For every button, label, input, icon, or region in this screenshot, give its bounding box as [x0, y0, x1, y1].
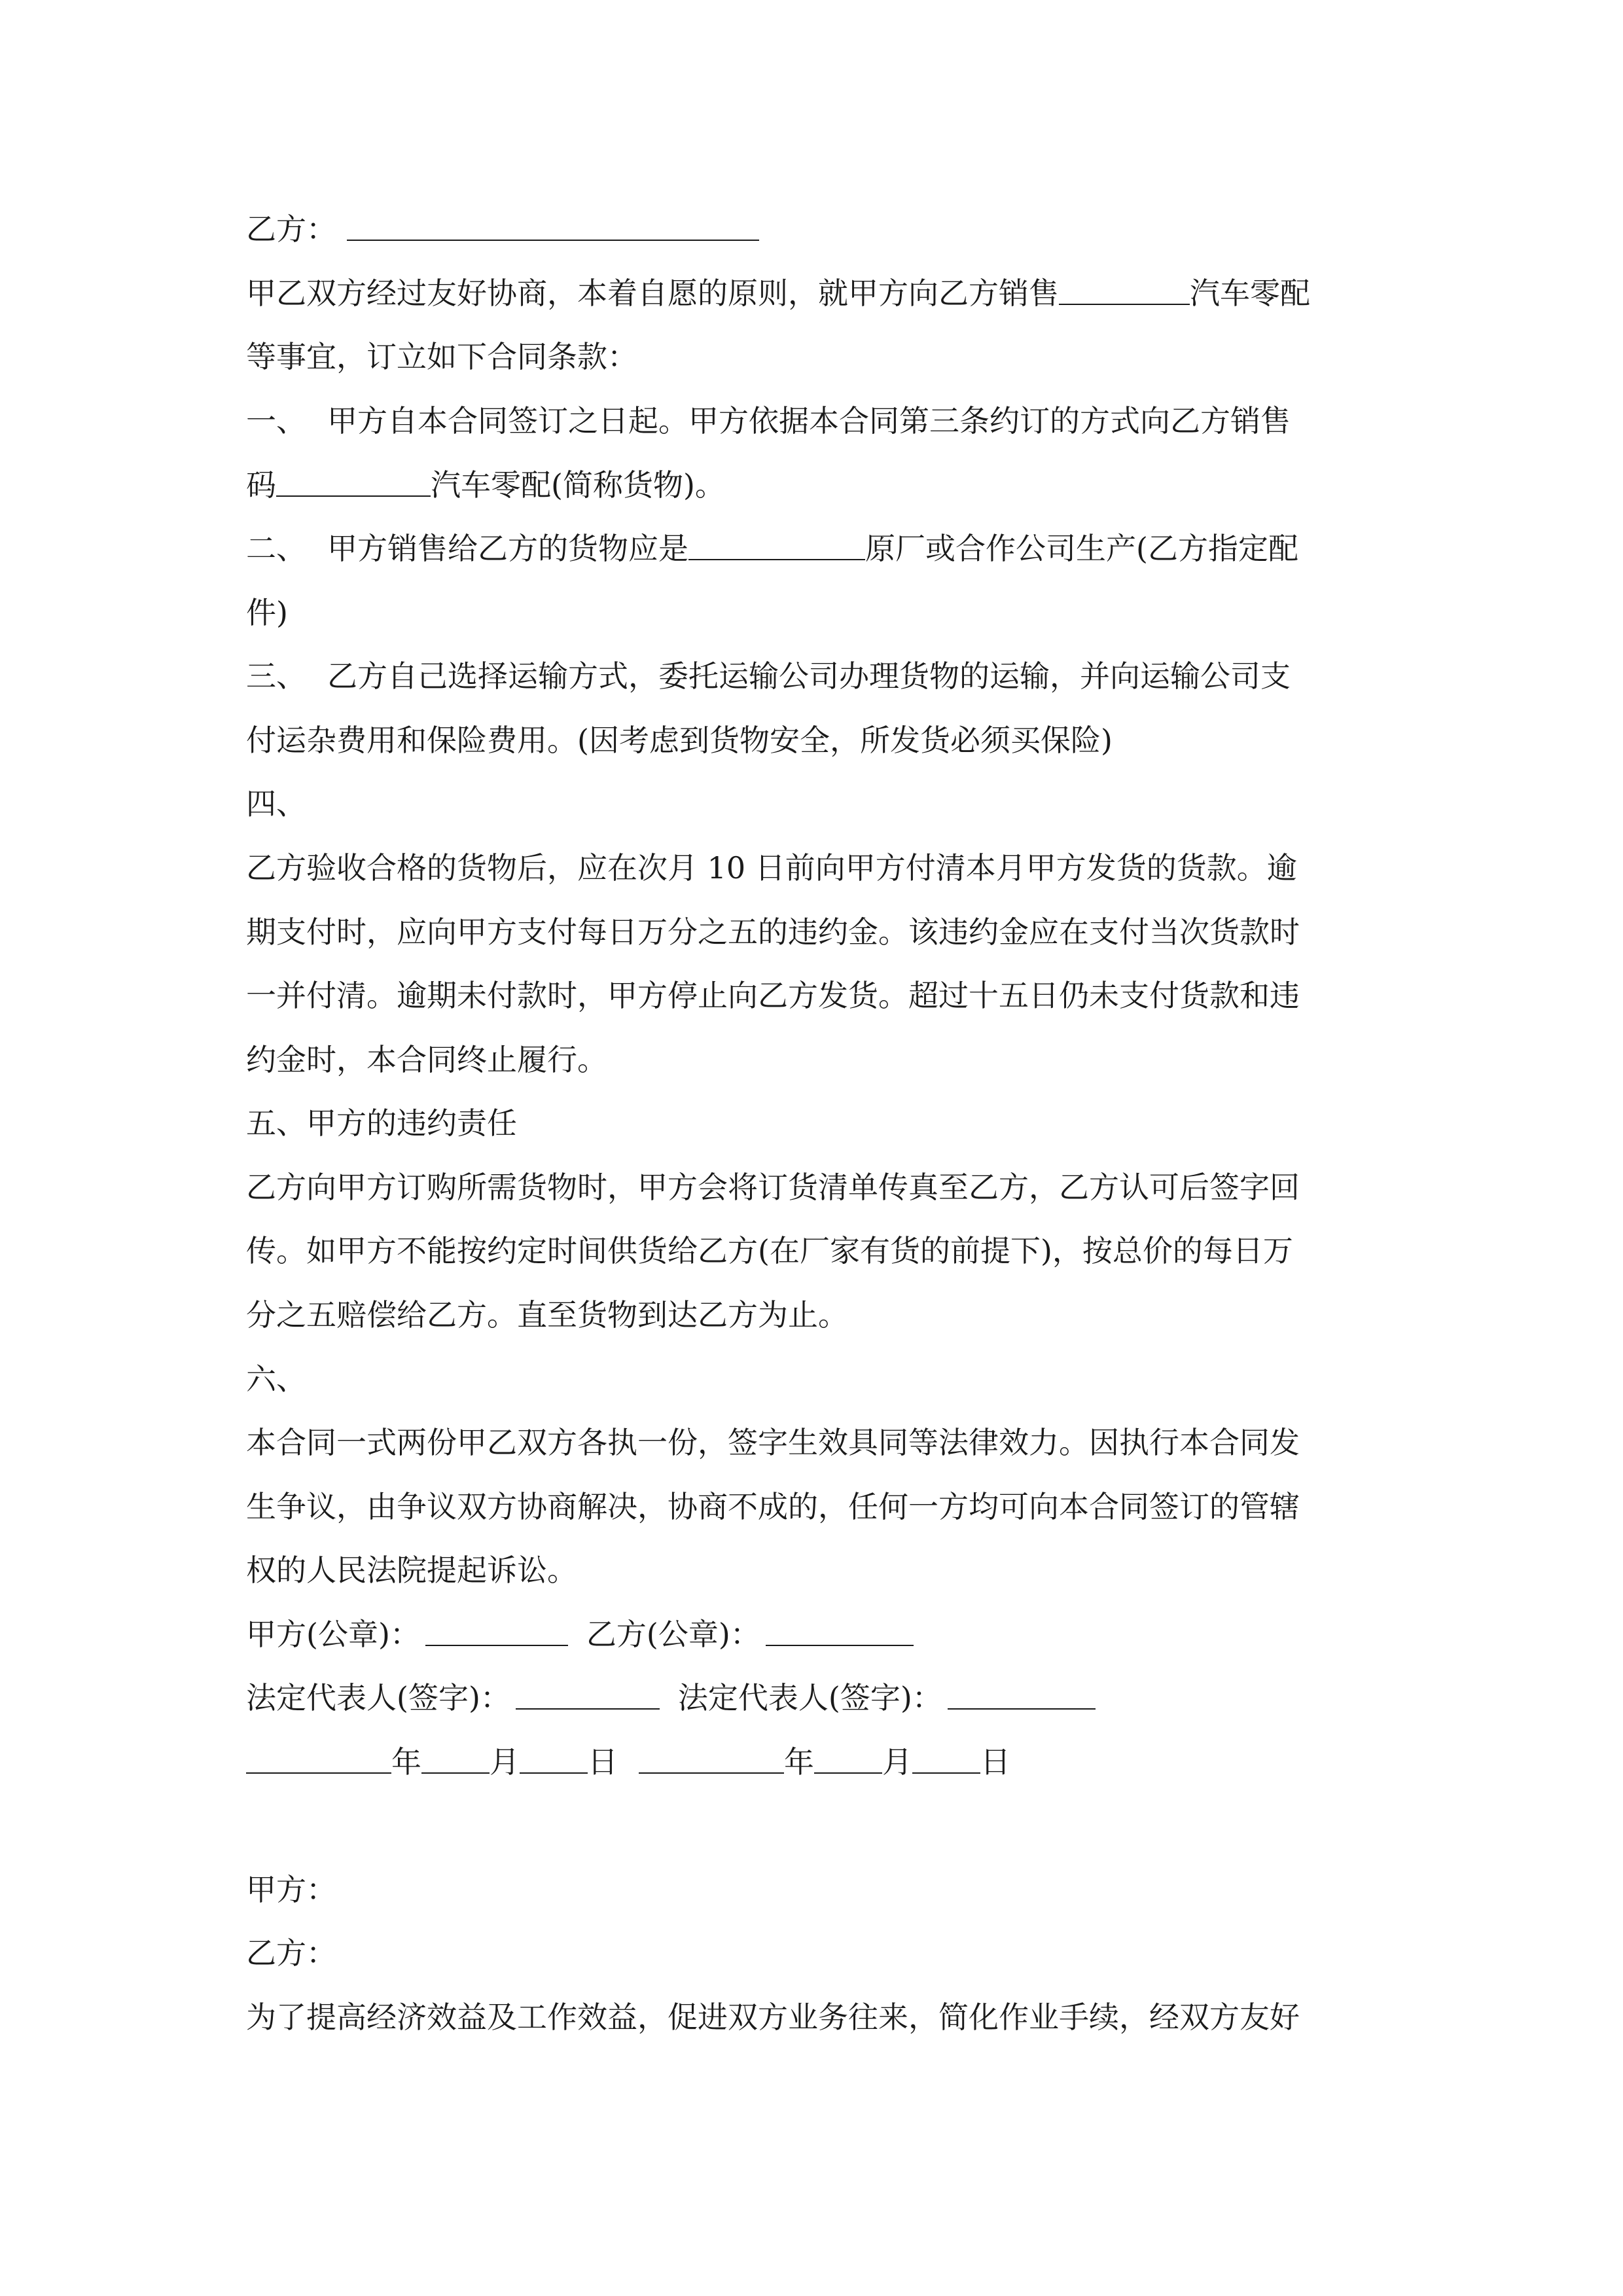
- date-b-day-blank: [912, 1772, 980, 1774]
- clause-3-text-2: 付运杂费用和保险费用。(因考虑到货物安全，所发货必须买保险): [246, 723, 1113, 758]
- date-a-year-blank: [246, 1772, 391, 1774]
- date-a-day-label: 日: [588, 1744, 618, 1780]
- date-a-month-blank: [421, 1772, 490, 1774]
- clause-2-text: 甲方销售给乙方的货物应是: [327, 531, 688, 566]
- seal-party-a-label: 甲方(公章)：: [246, 1617, 420, 1652]
- clause-5-heading: [246, 1092, 1378, 1155]
- clause-5-text-2: 传。如甲方不能按约定时间供货给乙方(在厂家有货的前提下)，按总价的每日万: [246, 1233, 1293, 1268]
- party-b-line: [246, 198, 1378, 261]
- date-a-year-label: 年: [391, 1744, 421, 1780]
- clause-1-line-2: [246, 454, 1378, 517]
- clause-4-line-3: [246, 964, 1378, 1028]
- clause-3-line-2: [246, 709, 1378, 772]
- next-party-a-line: [246, 1858, 1378, 1922]
- code-blank: [276, 495, 431, 497]
- clause-6-line-1: [246, 1411, 1378, 1475]
- clause-6-number: 六、: [246, 1361, 306, 1397]
- party-b-label: 乙方：: [246, 211, 336, 247]
- next-party-a-label: 甲方：: [246, 1872, 336, 1907]
- rep-party-b-label: 法定代表人(签字)：: [677, 1680, 942, 1715]
- seal-party-b-label: 乙方(公章)：: [586, 1617, 760, 1652]
- rep-party-b-blank: [948, 1708, 1096, 1710]
- intro-text: 甲乙双方经过友好协商，本着自愿的原则，就甲方向乙方销售: [246, 276, 1059, 311]
- date-b-day-label: 日: [980, 1744, 1010, 1780]
- clause-4-line-4: [246, 1028, 1378, 1092]
- clause-4-heading: [246, 772, 1378, 836]
- clause-4-line-2: [246, 901, 1378, 964]
- date-b-month-blank: [814, 1772, 882, 1774]
- rep-party-a-label: 法定代表人(签字)：: [246, 1680, 510, 1715]
- clause-2-text-cont: 原厂或合作公司生产(乙方指定配: [865, 531, 1298, 566]
- date-b-year-label: 年: [784, 1744, 814, 1780]
- date-b-year-blank: [639, 1772, 784, 1774]
- clause-6-text-3: 权的人民法院提起诉讼。: [246, 1552, 577, 1588]
- rep-party-a-blank: [516, 1708, 660, 1710]
- clause-4-text-3: 一并付清。逾期未付款时，甲方停止向乙方发货。超过十五日仍未支付货款和违: [246, 978, 1300, 1013]
- intro-line-2: [246, 325, 1378, 389]
- clause-1-line-1: [246, 389, 1378, 453]
- clause-3-text: 乙方自己选择运输方式，委托运输公司办理货物的运输，并向运输公司支: [327, 658, 1291, 694]
- seal-party-b-blank: [766, 1644, 914, 1646]
- clause-6-line-3: [246, 1539, 1378, 1602]
- clause-3-line-1: [246, 645, 1378, 708]
- clause-5-line-1: [246, 1156, 1378, 1219]
- next-party-b-label: 乙方：: [246, 1935, 336, 1971]
- clause-6-heading: [246, 1348, 1378, 1411]
- clause-1-text-2b: 汽车零配(简称货物)。: [431, 467, 725, 503]
- clause-5-title: 五、甲方的违约责任: [246, 1105, 517, 1141]
- clause-5-text-1: 乙方向甲方订购所需货物时，甲方会将订货清单传真至乙方，乙方认可后签字回: [246, 1170, 1300, 1205]
- clause-1-text: 甲方自本合同签订之日起。甲方依据本合同第三条约订的方式向乙方销售: [327, 403, 1291, 439]
- clause-4-text-4: 约金时，本合同终止履行。: [246, 1042, 607, 1077]
- clause-3-number: 三、: [246, 658, 306, 694]
- party-b-blank: [347, 239, 759, 241]
- date-a-day-blank: [520, 1772, 588, 1774]
- next-intro-text: 为了提高经济效益及工作效益，促进双方业务往来，简化作业手续，经双方友好: [246, 2000, 1300, 2035]
- date-b-month-label: 月: [882, 1744, 912, 1780]
- next-intro-line: [246, 1986, 1378, 2049]
- clause-4-number: 四、: [246, 786, 306, 821]
- intro-text-2: 等事宜，订立如下合同条款：: [246, 339, 637, 374]
- seal-line: [246, 1603, 1378, 1666]
- date-line: [246, 1731, 1378, 1794]
- clause-2-line-1: [246, 517, 1378, 581]
- clause-1-text-2a: 码: [246, 467, 276, 503]
- clause-4-line-1: [246, 836, 1378, 900]
- clause-2-line-2: [246, 581, 1378, 645]
- product-blank: [1059, 303, 1190, 305]
- clause-6-line-2: [246, 1475, 1378, 1539]
- clause-2-number: 二、: [246, 531, 306, 566]
- clause-5-text-3: 分之五赔偿给乙方。直至货物到达乙方为止。: [246, 1297, 848, 1333]
- intro-text-cont: 汽车零配: [1190, 276, 1310, 311]
- next-party-b-line: [246, 1922, 1378, 1985]
- clause-6-text-1: 本合同一式两份甲乙双方各执一份，签字生效具同等法律效力。因执行本合同发: [246, 1425, 1300, 1460]
- clause-2-text-2: 件): [246, 595, 288, 630]
- manufacturer-blank: [688, 558, 865, 560]
- clause-6-text-2: 生争议，由争议双方协商解决，协商不成的，任何一方均可向本合同签订的管辖: [246, 1489, 1300, 1524]
- clause-5-line-3: [246, 1283, 1378, 1347]
- date-a-month-label: 月: [490, 1744, 520, 1780]
- clause-4-text-2: 期支付时，应向甲方支付每日万分之五的违约金。该违约金应在支付当次货款时: [246, 914, 1300, 950]
- intro-line-1: [246, 262, 1378, 325]
- clause-5-line-2: [246, 1219, 1378, 1283]
- clause-4-text-1: 乙方验收合格的货物后，应在次月 10 日前向甲方付清本月甲方发货的货款。逾: [246, 850, 1297, 886]
- representative-line: [246, 1666, 1378, 1730]
- seal-party-a-blank: [425, 1644, 568, 1646]
- clause-1-number: 一、: [246, 403, 306, 439]
